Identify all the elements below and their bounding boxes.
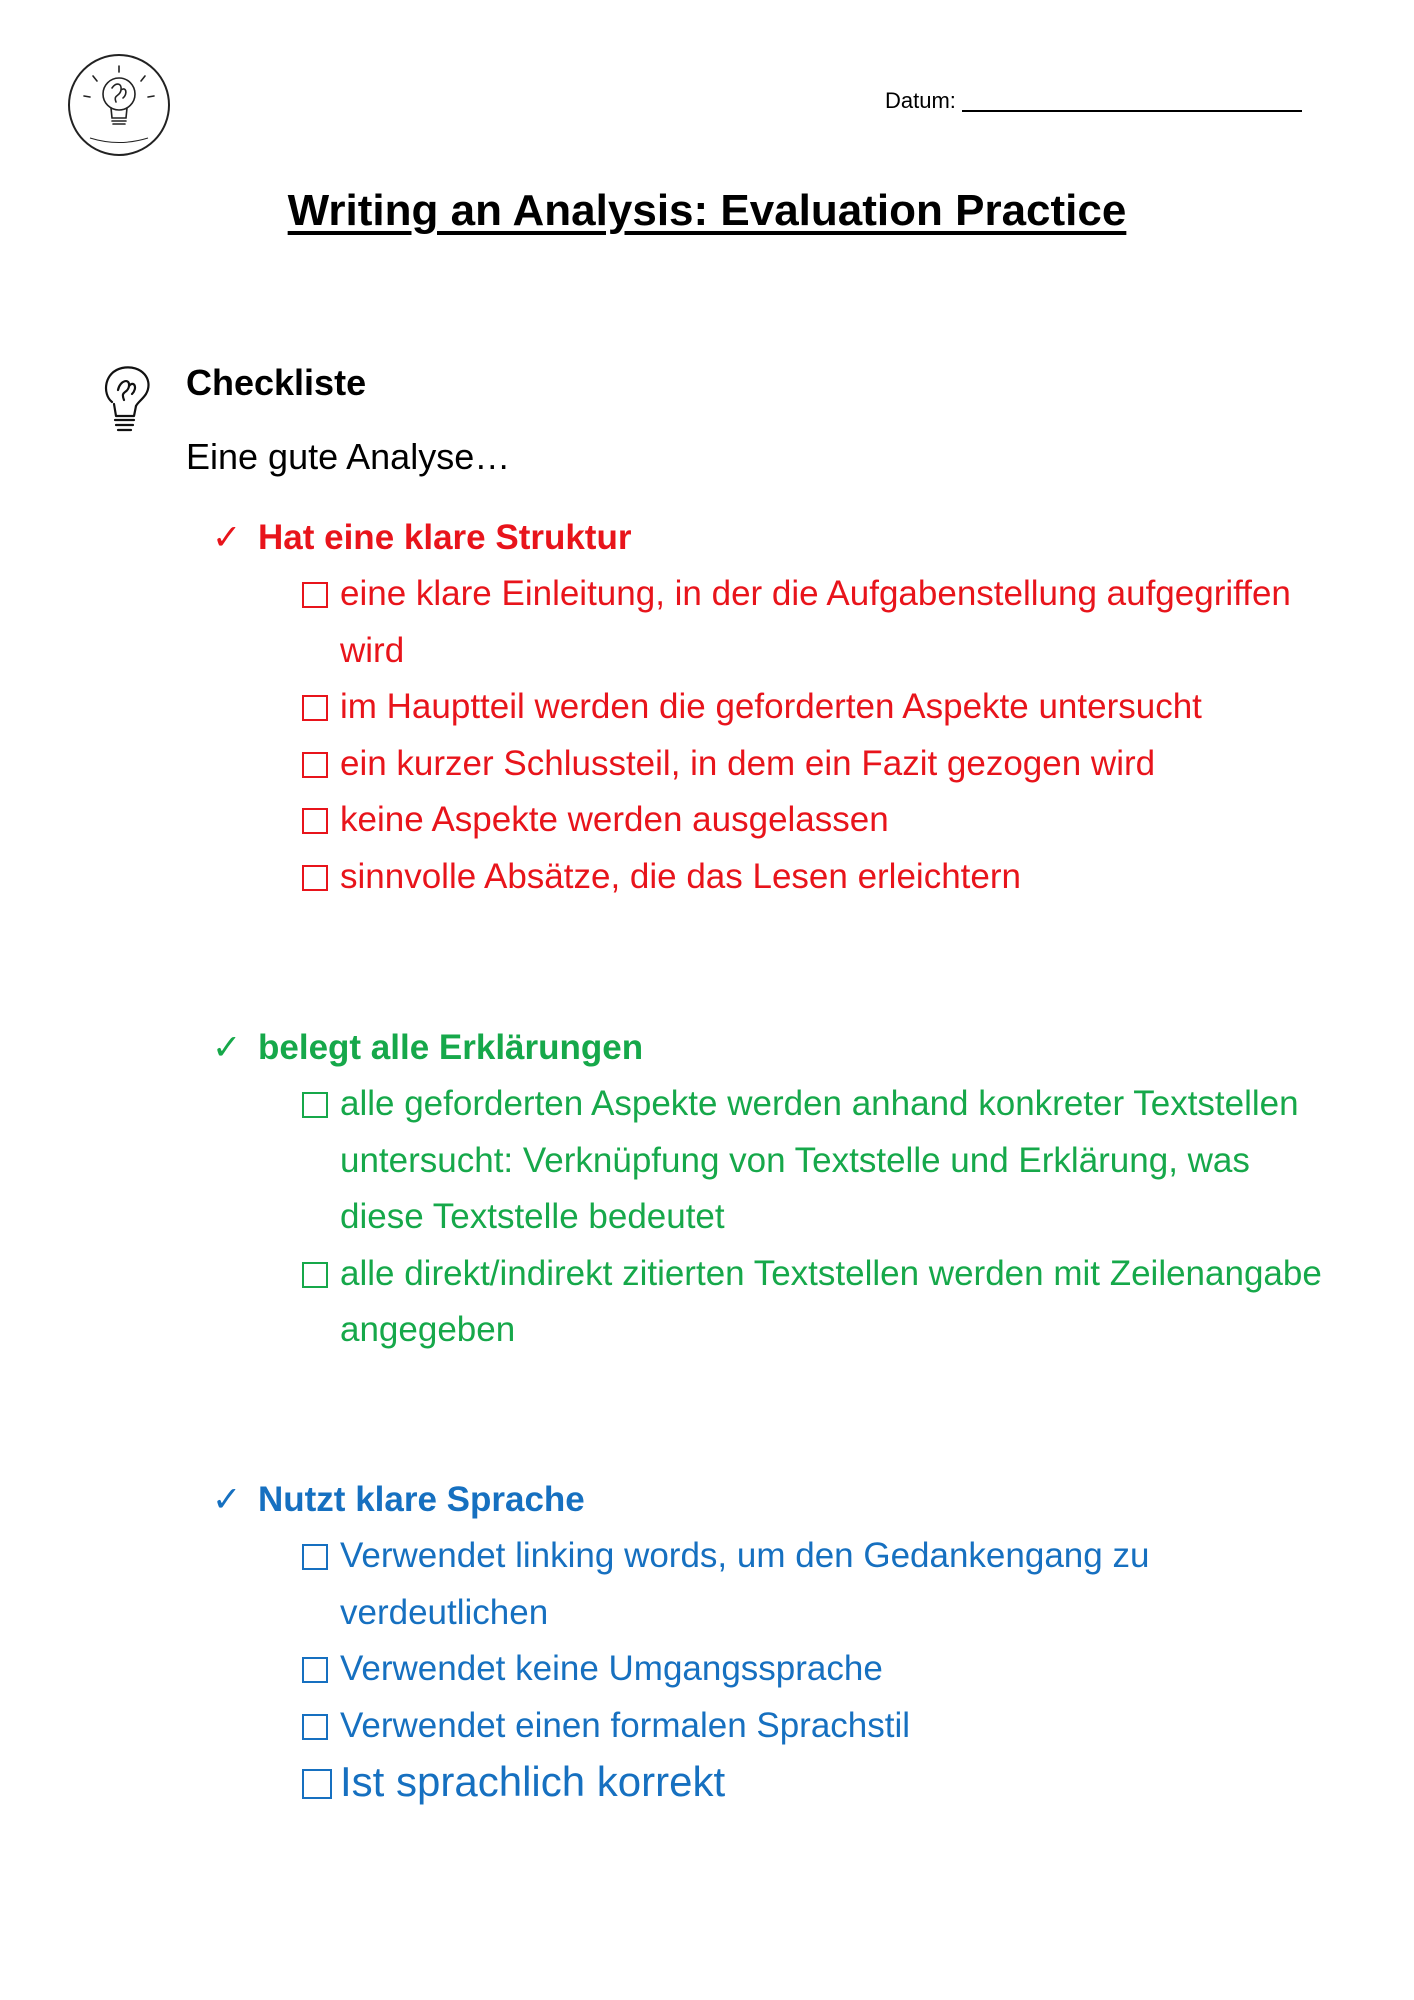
section-heading — [212, 1472, 1332, 1528]
checklist-intro: Eine gute Analyse… — [186, 436, 511, 477]
checklist-item[interactable]: alle direkt/indirekt zitierten Textstellen werden mit Zeilenangabe angegeben — [302, 1246, 1332, 1359]
section-heading-text: Hat eine klare Struktur — [258, 518, 632, 557]
checklist-item[interactable]: im Hauptteil werden die geforderten Aspekte untersucht — [302, 679, 1332, 736]
section-heading — [212, 510, 1332, 566]
checklist-item[interactable]: sinnvolle Absätze, die das Lesen erleichtern — [302, 849, 1332, 906]
checkbox-icon[interactable] — [302, 1657, 328, 1683]
checklist-items — [212, 1076, 1332, 1359]
date-field[interactable] — [885, 88, 1302, 114]
date-label: Datum: — [885, 88, 956, 113]
section-structure — [212, 510, 1332, 905]
section-heading-text: belegt alle Erklärungen — [258, 1028, 644, 1067]
checkbox-icon[interactable] — [302, 865, 328, 891]
checklist-item[interactable]: Ist sprachlich korrekt — [302, 1754, 1332, 1811]
section-heading — [212, 1020, 1332, 1076]
checklist-item[interactable]: Verwendet einen formalen Sprachstil — [302, 1698, 1332, 1755]
section-heading-text: Nutzt klare Sprache — [258, 1480, 585, 1519]
page-title: Writing an Analysis: Evaluation Practice — [287, 186, 1127, 235]
date-blank-line[interactable] — [962, 110, 1302, 112]
section-evidence — [212, 1020, 1332, 1359]
section-language — [212, 1472, 1332, 1811]
lightbulb-icon — [98, 360, 158, 436]
checkbox-icon[interactable] — [302, 752, 328, 778]
checkbox-icon[interactable] — [302, 1714, 328, 1740]
checkmark-icon: ✓ — [212, 518, 242, 557]
checkbox-icon[interactable] — [302, 1262, 328, 1288]
checkmark-icon: ✓ — [212, 1028, 242, 1067]
checklist-item[interactable]: eine klare Einleitung, in der die Aufgabenstellung aufgegriffen wird — [302, 566, 1332, 679]
checkbox-icon[interactable] — [302, 1544, 328, 1570]
logo-lightbulb-icon — [66, 52, 172, 158]
checklist-item[interactable]: ein kurzer Schlussteil, in dem ein Fazit gezogen wird — [302, 736, 1332, 793]
checklist-item[interactable]: Verwendet keine Umgangssprache — [302, 1641, 1332, 1698]
checklist-item[interactable]: Verwendet linking words, um den Gedankengang zu verdeutlichen — [302, 1528, 1332, 1641]
checkbox-icon[interactable] — [302, 582, 328, 608]
checklist-item[interactable]: keine Aspekte werden ausgelassen — [302, 792, 1332, 849]
checkbox-icon[interactable] — [302, 1769, 332, 1799]
checkbox-icon[interactable] — [302, 808, 328, 834]
checkmark-icon: ✓ — [212, 1480, 242, 1519]
checklist-heading: Checkliste — [186, 362, 367, 403]
checkbox-icon[interactable] — [302, 695, 328, 721]
checklist-item[interactable]: alle geforderten Aspekte werden anhand konkreter Textstellen untersucht: Verknüpfung von Textstelle und Erklärung, was diese Textstelle bedeutet — [302, 1076, 1332, 1246]
checklist-items — [212, 1528, 1332, 1811]
checklist-items — [212, 566, 1332, 905]
checkbox-icon[interactable] — [302, 1092, 328, 1118]
